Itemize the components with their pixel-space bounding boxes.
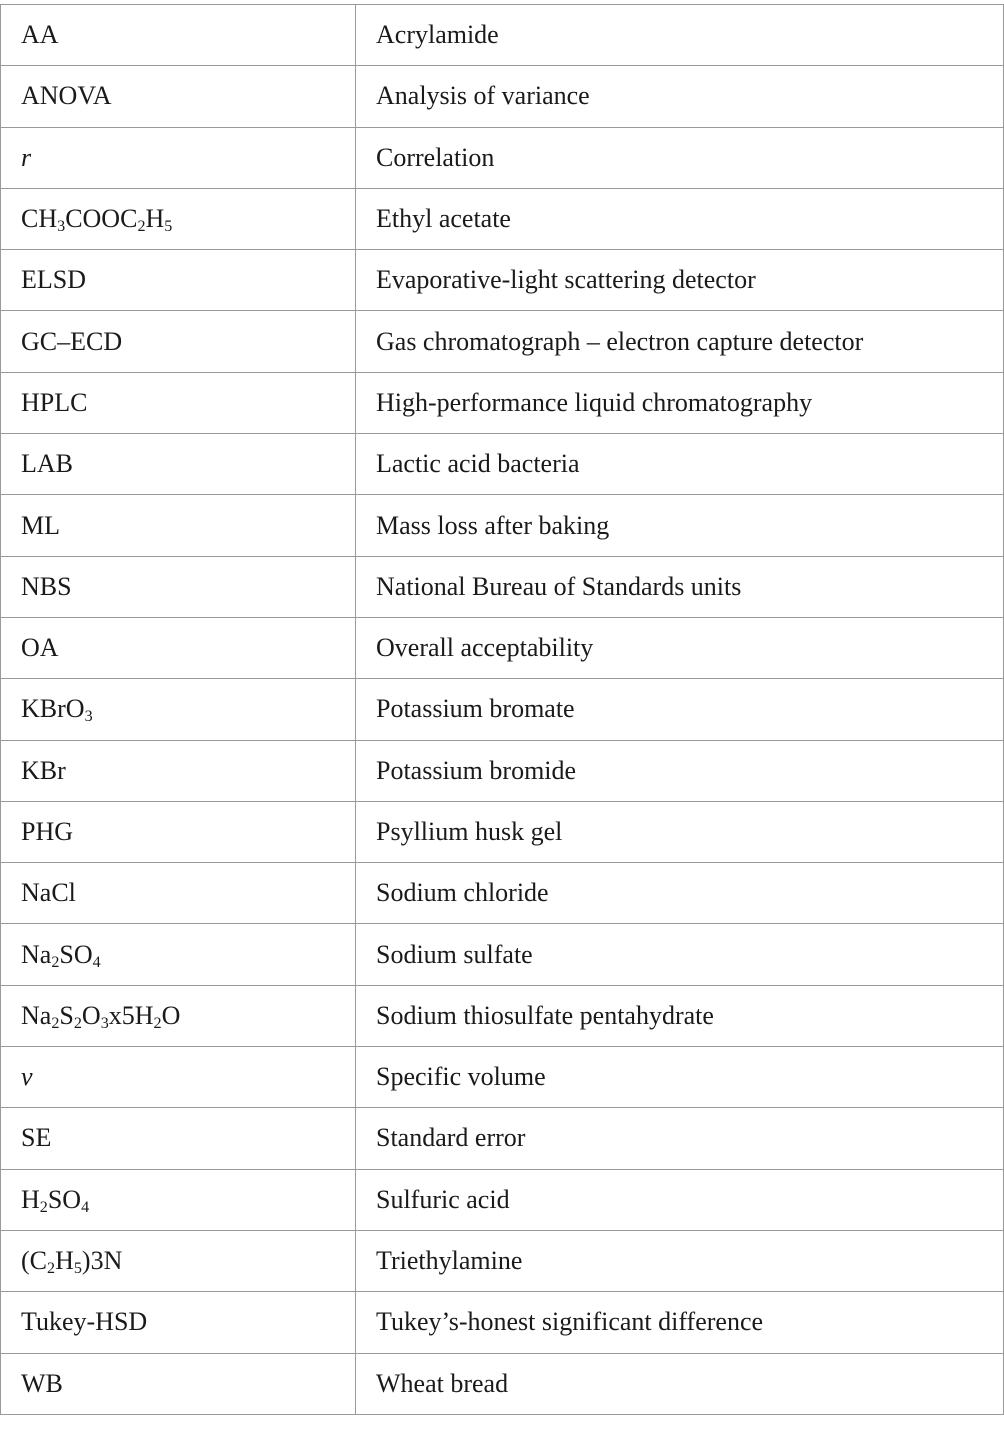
abbreviation-cell (1, 495, 356, 556)
definition-cell (356, 1230, 1004, 1291)
table-row (1, 617, 1004, 678)
table-row (1, 1292, 1004, 1353)
abbreviation-text: ML (21, 510, 60, 540)
table-row (1, 740, 1004, 801)
abbreviation-text: ELSD (21, 265, 86, 295)
abbreviation-text: NaCl (21, 878, 76, 908)
table-row (1, 250, 1004, 311)
definition-cell (356, 617, 1004, 678)
definition-text: Acrylamide (376, 20, 499, 50)
table-row (1, 679, 1004, 740)
abbreviation-text: KBrO$_3$ (21, 694, 93, 726)
definition-cell (356, 924, 1004, 985)
abbreviation-text: WB (21, 1368, 63, 1398)
definition-text: Sodium chloride (376, 878, 549, 908)
abbreviation-text: $(C_2H_5)3N$ (21, 1246, 123, 1278)
abbreviation-text: KBr (21, 755, 66, 785)
definition-cell (356, 556, 1004, 617)
abbreviation-text: $Na_2SO_4$ (21, 939, 101, 971)
abbreviation-cell (1, 1230, 356, 1291)
definition-text: Overall acceptability (376, 633, 594, 663)
definition-text: Sodium thiosulfate pentahydrate (376, 1000, 714, 1030)
definition-cell (356, 740, 1004, 801)
definition-text: Potassium bromide (376, 755, 577, 785)
definition-text: Lactic acid bacteria (376, 449, 580, 479)
definition-text: Ethyl acetate (376, 204, 511, 234)
definition-text: Sodium sulfate (376, 939, 533, 969)
table-row (1, 1353, 1004, 1414)
definition-text: Tukey’s-honest significant difference (376, 1307, 764, 1337)
definition-text: Mass loss after baking (376, 510, 610, 540)
definition-cell (356, 1292, 1004, 1353)
definition-cell (356, 188, 1004, 249)
definition-cell (356, 5, 1004, 66)
abbreviation-cell (1, 924, 356, 985)
table-row (1, 5, 1004, 66)
definition-cell (356, 372, 1004, 433)
table-row (1, 801, 1004, 862)
table-row (1, 1047, 1004, 1108)
definition-cell (356, 985, 1004, 1046)
abbreviation-cell (1, 1353, 356, 1414)
definition-text: Specific volume (376, 1062, 546, 1092)
table-row (1, 372, 1004, 433)
abbreviation-text: $H_2SO_4$ (21, 1184, 90, 1216)
abbreviation-cell (1, 679, 356, 740)
abbreviation-cell (1, 188, 356, 249)
abbreviation-cell (1, 1108, 356, 1169)
table-row (1, 311, 1004, 372)
abbreviation-cell (1, 740, 356, 801)
abbreviation-cell (1, 1292, 356, 1353)
definition-text: Standard error (376, 1123, 526, 1153)
abbreviations-table (0, 4, 1004, 1415)
abbreviation-text: SE (21, 1123, 52, 1153)
definition-cell (356, 1047, 1004, 1108)
table-row (1, 1169, 1004, 1230)
table-row (1, 127, 1004, 188)
table-row (1, 1230, 1004, 1291)
definition-text: High-performance liquid chromatography (376, 387, 813, 417)
abbreviation-text: v (21, 1062, 33, 1092)
definition-text: Evaporative-light scattering detector (376, 265, 756, 295)
abbreviation-cell (1, 5, 356, 66)
abbreviation-text: $CH_3COOC_2H_5$ (21, 204, 173, 236)
definition-text: Analysis of variance (376, 81, 590, 111)
definition-text: National Bureau of Standards units (376, 571, 742, 601)
definition-text: Wheat bread (376, 1368, 509, 1398)
abbreviation-text: GC–ECD (21, 326, 123, 356)
abbreviation-text: AA (21, 20, 59, 50)
abbreviation-text: NBS (21, 571, 72, 601)
definition-cell (356, 863, 1004, 924)
table-row (1, 495, 1004, 556)
table-row (1, 188, 1004, 249)
definition-text: Psyllium husk gel (376, 817, 563, 846)
definition-cell (356, 311, 1004, 372)
definition-cell (356, 1353, 1004, 1414)
table-row (1, 863, 1004, 924)
table-row (1, 556, 1004, 617)
definition-text: Potassium bromate (376, 694, 575, 724)
definition-cell (356, 434, 1004, 495)
abbreviations-table-body (1, 5, 1004, 1415)
abbreviation-cell (1, 1169, 356, 1230)
definition-text: Correlation (376, 142, 495, 172)
abbreviation-cell (1, 1047, 356, 1108)
abbreviation-cell (1, 372, 356, 433)
abbreviation-cell (1, 434, 356, 495)
definition-text: Triethylamine (376, 1246, 523, 1276)
abbreviation-cell (1, 66, 356, 127)
abbreviation-text: HPLC (21, 387, 88, 417)
abbreviation-text: $Na_2S_2O_3x5H_2O$ (21, 1000, 181, 1032)
abbreviation-text: Tukey-HSD (21, 1307, 148, 1337)
abbreviation-text: r (21, 142, 32, 172)
abbreviation-cell (1, 801, 356, 862)
definition-cell (356, 679, 1004, 740)
definition-text: Sulfuric acid (376, 1184, 510, 1214)
abbreviation-cell (1, 127, 356, 188)
abbreviation-cell (1, 250, 356, 311)
abbreviation-cell (1, 617, 356, 678)
table-row (1, 924, 1004, 985)
definition-cell (356, 1108, 1004, 1169)
abbreviation-text: LAB (21, 449, 73, 479)
table-row (1, 985, 1004, 1046)
abbreviation-cell (1, 556, 356, 617)
abbreviation-text: OA (21, 633, 59, 663)
definition-cell (356, 250, 1004, 311)
abbreviation-text: PHG (21, 817, 74, 846)
abbreviation-cell (1, 985, 356, 1046)
abbreviation-cell (1, 863, 356, 924)
definition-cell (356, 1169, 1004, 1230)
table-row (1, 434, 1004, 495)
abbreviation-cell (1, 311, 356, 372)
definition-cell (356, 495, 1004, 556)
table-row (1, 66, 1004, 127)
definition-text: Gas chromatograph – electron capture detector (376, 326, 864, 356)
definition-cell (356, 127, 1004, 188)
abbreviation-text: ANOVA (21, 81, 112, 111)
table-row (1, 1108, 1004, 1169)
definition-cell (356, 66, 1004, 127)
definition-cell (356, 801, 1004, 862)
